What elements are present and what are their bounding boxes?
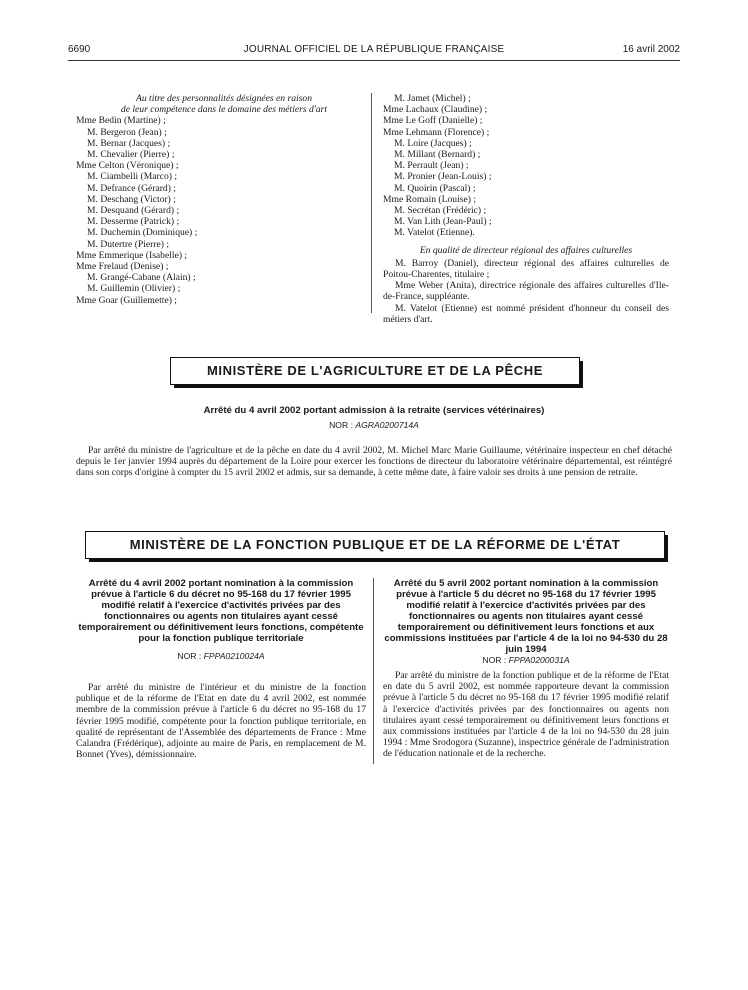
member-name: M. Deschang (Victor) ; <box>87 193 176 205</box>
member-name: M. Duchemin (Dominique) ; <box>87 227 198 239</box>
member-name: M. Dutertre (Pierre) ; <box>87 238 170 250</box>
column-divider <box>373 578 374 764</box>
member-name: M. Jamet (Michel) ; <box>394 93 471 104</box>
member-name: Mme Emmerique (Isabelle) ; <box>76 249 188 261</box>
arrete-title: Arrêté du 4 avril 2002 portant nomination à la commission prévue à l'article 6 du décret no 95-168 du 17 février 1995 modifié relatif à l'exercice d'activités privées par des fonctionnaires ou agents non titulaires ayant cessé temporairement ou définitivement leurs fonctions, compétente pour la fonction publique territoriale <box>78 578 364 644</box>
page-header <box>68 44 680 60</box>
nor-reference: NOR : AGRA0200714A <box>329 420 419 430</box>
member-name: M. Quoirin (Pascal) ; <box>394 182 476 194</box>
arrete-body: Par arrêté du ministre de la fonction publique et de la réforme de l'Etat en date du 5 avril 2002, est nommée rapporteure devant la commission prévue à l'article 5 du décret no 95-168 du 17 février 1995 modifié relatif à l'exercice d'activités privées par des fonctionnaires ou agents non titulaires ayant cessé temporairement ou définitivement leurs fonctions et aux commissions instituées par l'article 4 de la loi no 94-530 du 28 juin 1994 : Mme Srodogora (Suzanne), inspectrice générale de l'administration de l'éducation nationale et de la recherche. <box>383 670 669 760</box>
member-name: M. Loire (Jacques) ; <box>394 137 472 149</box>
header-divider <box>68 60 680 61</box>
member-name: M. Vatelot (Etienne). <box>394 227 475 239</box>
member-name: M. Defrance (Gérard) ; <box>87 182 176 194</box>
member-name: M. Bernar (Jacques) ; <box>87 137 171 149</box>
paragraph: M. Vatelot (Etienne) est nommé président d'honneur du conseil des métiers d'art. <box>383 302 669 325</box>
member-name: M. Ciambelli (Marco) ; <box>87 171 178 183</box>
member-name: Mme Lehmann (Florence) ; <box>383 126 490 138</box>
member-name: M. Grangé-Cabane (Alain) ; <box>87 272 196 284</box>
ministry-heading-fonction-publique: MINISTÈRE DE LA FONCTION PUBLIQUE ET DE LA RÉFORME DE L'ÉTAT <box>85 531 665 559</box>
arrete-title: Arrêté du 4 avril 2002 portant admission à la retraite (services vétérinaires) <box>203 405 545 416</box>
member-name: Mme Frelaud (Denise) ; <box>76 261 169 273</box>
member-list <box>383 93 669 239</box>
page-number: 6690 <box>68 44 91 55</box>
member-name: Mme Romain (Louise) ; <box>383 193 476 205</box>
nor-reference: NOR : FPPA0200031A <box>482 655 570 665</box>
section-heading-regional-director: En qualité de directeur régional des affaires culturelles <box>419 244 633 256</box>
journal-title: JOURNAL OFFICIEL DE LA RÉPUBLIQUE FRANÇAISE <box>243 44 505 55</box>
right-column-top <box>383 93 669 325</box>
arrete-body: Par arrêté du ministre de l'agriculture et de la pêche en date du 4 avril 2002, M. Michel Marc Marie Guillaume, vétérinaire inspecteur en chef détaché depuis le 1er janvier 1994 auprès du département de la Loire pour exercer les fonctions de directeur du laboratoire vétérinaire départemental, est réintégré dans son corps d'origine à compter du 15 avril 2002 et admis, sur sa demande, à cette même date, à faire valoir ses droits à une pension de retraite. <box>76 445 672 479</box>
member-list <box>76 115 356 305</box>
member-name: M. Desquand (Gérard) ; <box>87 205 180 217</box>
member-name: M. Millant (Bernard) ; <box>394 149 481 161</box>
paragraph: M. Barroy (Daniel), directeur régional des affaires culturelles de Poitou-Charentes, titulaire ; <box>383 257 669 281</box>
arrete-body: Par arrêté du ministre de l'intérieur et du ministre de la fonction publique et de la réforme de l'Etat en date du 4 avril 2002, est nommée membre de la commission prévue à l'article 6 du décret no 95-168 du 17 février 1995 modifié, compétente pour la fonction publique territoriale, en qualité de représentant de l'Assemblée des départements de France : Mme Calandra (Frédérique), adjointe au maire de Paris, en remplacement de M. Bonnet (Yves), démissionnaire. <box>76 682 366 761</box>
member-name: Mme Goar (Guillemette) ; <box>76 294 177 306</box>
member-name: M. Pronier (Jean-Louis) ; <box>394 171 492 183</box>
member-name: M. Chevalier (Pierre) ; <box>87 149 175 161</box>
member-name: M. Bergeron (Jean) ; <box>87 126 167 138</box>
member-name: M. Secrétan (Frédéric) ; <box>394 205 487 217</box>
section-heading-personalities: Au titre des personnalités désignées en raison de leur compétence dans le domaine des métiers d'art <box>120 93 328 116</box>
left-column-top <box>76 93 356 306</box>
member-name: M. Guillemin (Olivier) ; <box>87 283 181 295</box>
member-name: Mme Le Goff (Danielle) ; <box>383 115 483 127</box>
member-name: M. Perrault (Jean) ; <box>394 160 469 172</box>
publication-date: 16 avril 2002 <box>622 44 680 55</box>
nor-reference: NOR : FPPA0210024A <box>177 651 265 661</box>
member-name: M. Van Lith (Jean-Paul) ; <box>394 216 492 228</box>
column-divider <box>371 93 372 313</box>
paragraph: Mme Weber (Anita), directrice régionale des affaires culturelles d'Ile-de-France, suppléante. <box>383 280 669 303</box>
member-name: Mme Lachaux (Claudine) ; <box>383 104 488 116</box>
member-name: M. Desserme (Patrick) ; <box>87 216 180 228</box>
ministry-heading-agriculture: MINISTÈRE DE L'AGRICULTURE ET DE LA PÊCHE <box>170 357 580 385</box>
arrete-title: Arrêté du 5 avril 2002 portant nomination à la commission prévue à l'article 5 du décret no 95-168 du 17 février 1995 modifié relatif à l'exercice d'activités privées par des fonctionnaires ou agents non titulaires ayant cessé temporairement ou définitivement leurs fonctions et aux commissions instituées par l'article 4 de la loi no 94-530 du 28 juin 1994 <box>384 578 668 655</box>
member-name: Mme Celton (Véronique) ; <box>76 160 179 172</box>
member-name: Mme Bedin (Martine) ; <box>76 115 166 127</box>
